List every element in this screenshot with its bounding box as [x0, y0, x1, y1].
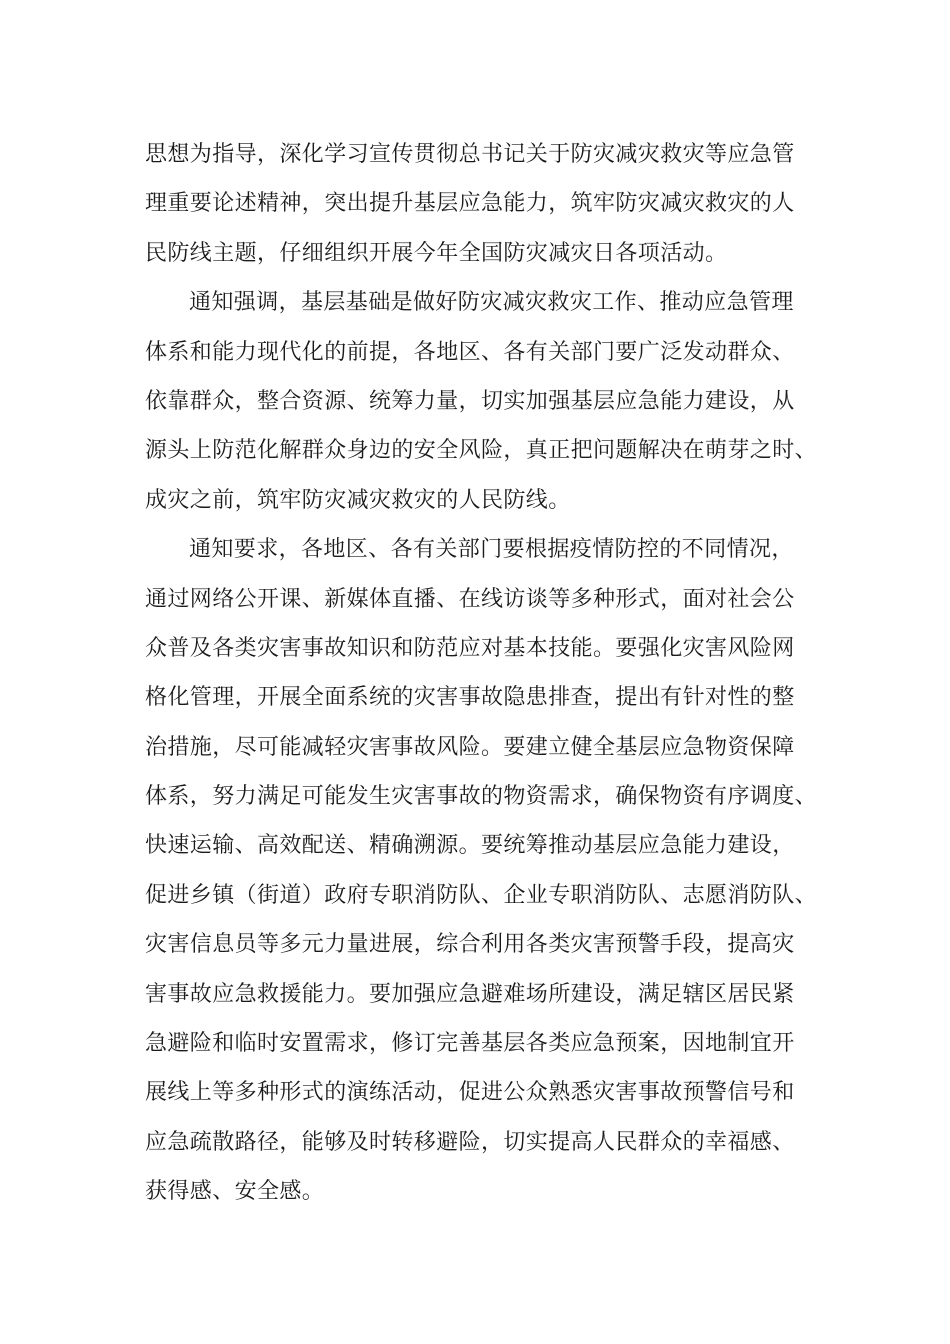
paragraph-line: 促进乡镇（街道）政府专职消防队、企业专职消防队、志愿消防队、 [145, 882, 818, 908]
paragraph-line: 民防线主题，仔细组织开展今年全国防灾减灾日各项活动。 [145, 240, 728, 266]
paragraph-line: 灾害信息员等多元力量进展，综合利用各类灾害预警手段，提高灾 [145, 932, 795, 958]
paragraph-line: 格化管理，开展全面系统的灾害事故隐患排查，提出有针对性的整 [145, 685, 795, 711]
paragraph-line: 通知要求，各地区、各有关部门要根据疫情防控的不同情况， [189, 537, 794, 563]
paragraph-line: 治措施，尽可能减轻灾害事故风险。要建立健全基层应急物资保障 [145, 734, 795, 760]
paragraph-line: 依靠群众，整合资源、统筹力量，切实加强基层应急能力建设，从 [145, 388, 795, 414]
paragraph-line: 理重要论述精神，突出提升基层应急能力，筑牢防灾减灾救灾的人 [145, 191, 795, 217]
paragraph-line: 展线上等多种形式的演练活动，促进公众熟悉灾害事故预警信号和 [145, 1080, 795, 1106]
paragraph-line: 快速运输、高效配送、精确溯源。要统筹推动基层应急能力建设， [145, 833, 795, 859]
document-body [145, 130, 835, 1217]
paragraph-line: 通过网络公开课、新媒体直播、在线访谈等多种形式，面对社会公 [145, 586, 795, 612]
paragraph-line: 急避险和临时安置需求，修订完善基层各类应急预案，因地制宜开 [145, 1031, 795, 1057]
paragraph-line: 众普及各类灾害事故知识和防范应对基本技能。要强化灾害风险网 [145, 635, 795, 661]
paragraph-line: 获得感、安全感。 [145, 1179, 325, 1205]
paragraph-line: 思想为指导，深化学习宣传贯彻总书记关于防灾减灾救灾等应急管 [145, 142, 795, 167]
paragraph-1 [145, 130, 835, 278]
paragraph-line: 成灾之前，筑牢防灾减灾救灾的人民防线。 [145, 487, 571, 513]
paragraph-line: 通知强调，基层基础是做好防灾减灾救灾工作、推动应急管理 [189, 290, 794, 316]
paragraph-line: 应急疏散路径，能够及时转移避险，切实提高人民群众的幸福感、 [145, 1129, 795, 1155]
paragraph-3 [145, 525, 835, 1216]
paragraph-line: 体系，努力满足可能发生灾害事故的物资需求，确保物资有序调度、 [145, 784, 818, 810]
paragraph-line: 体系和能力现代化的前提，各地区、各有关部门要广泛发动群众、 [145, 339, 795, 365]
paragraph-line: 源头上防范化解群众身边的安全风险，真正把问题解决在萌芽之时、 [145, 438, 818, 464]
paragraph-2 [145, 278, 835, 525]
paragraph-line: 害事故应急救援能力。要加强应急避难场所建设，满足辖区居民紧 [145, 981, 795, 1007]
